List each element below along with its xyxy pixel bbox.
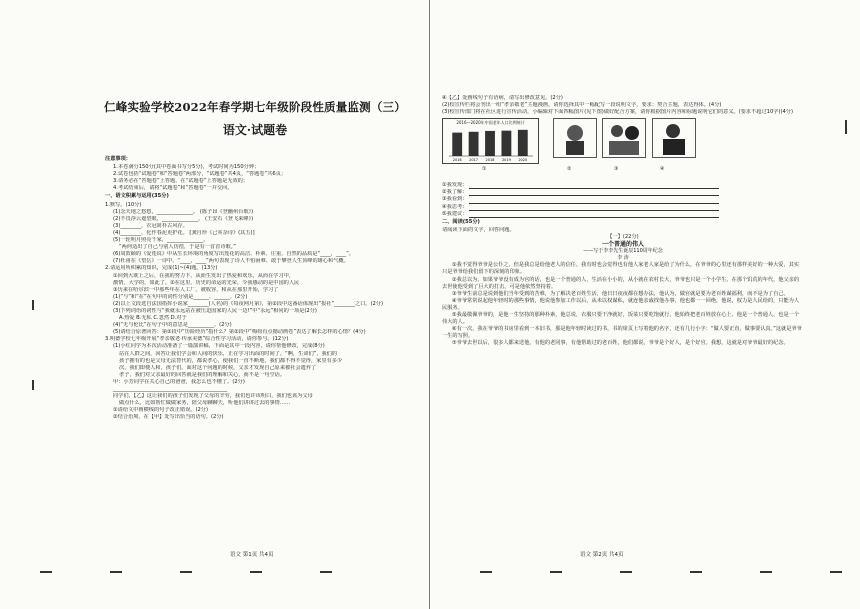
q3-line: 站在人群之间，回答让我们学会和人间的快乐，正在学习出面的时间了。“啊，生命们”，我们的 xyxy=(119,350,338,357)
bar-2017 xyxy=(469,132,479,156)
x-tick-label: 2017 xyxy=(469,158,479,163)
section-2-heading: 二、阅读(55分) xyxy=(442,218,480,225)
reading-instruction: 请阅读下面的文字，回答问题。 xyxy=(442,226,515,233)
notice-1: 1.本卷满分150分(其中卷面书写分5分)，考试时间为150分钟； xyxy=(113,164,260,171)
q2-line: (3)下列词语的词性与“我就永远站在被压迫国家的人民一边!”中“永远”相同的一项是(2分) xyxy=(113,307,317,314)
figure-row xyxy=(442,118,804,180)
passage-title: 一个普通的伟人 xyxy=(601,241,644,249)
binding-mark xyxy=(32,380,34,390)
x-tick-label: 2020 xyxy=(518,158,528,163)
bar-2019 xyxy=(501,131,511,156)
right-q-line: (3)校宣传部门将在社区进行宣传活动，小编辑对下面四幅图片(见下图)做好配合方案，请你根据图片内容和标题说明它们的意义。(要求不超过10字)(4分) xyxy=(442,109,794,116)
passage-paragraph: ①我不觉得爷爷是公仆之，但是我总是给他老人的信任，我有时也会觉得也有他人家老人家是给了为什么，在爷爷的心里还有那样美好的一种大爱，其实只是爷爷给我们留下的深刻的印象。 xyxy=(442,262,800,276)
right-footer: 语文 第2页 共4页 xyxy=(580,552,624,558)
right-column xyxy=(442,95,804,347)
chart-title: 2016—2020年中国老年人口比例统计 xyxy=(456,120,525,126)
q2-options: A.热爱 B.无私 C.忽然 D.对于 xyxy=(119,315,187,322)
binding-mark xyxy=(32,300,34,310)
left-footer: 语文 第1页 共4页 xyxy=(230,552,274,558)
passage-paragraph: ⑤我最敬佩爷爷的，是他一生坚持的那种朴素，他总说，衣服只要干净就好，饭菜只要吃饱就行，他始终把老百姓放在心上，他是一个普通人，也是一个伟大的人。 xyxy=(442,311,800,326)
passage-paragraph: ⑦爷爷去世以后，很多人都来送他，有他的老同事，有他帮助过的老百姓，他们都说，爷爷是个好人，是个好官。我想，这就是对爷爷最好的纪念。 xyxy=(452,340,789,347)
answer-line[interactable]: ⑤我建议： xyxy=(442,211,804,218)
q3-line: 孝子，我们对父亲最好的回答就是我们的理解和关心，而不是一句空话。 xyxy=(119,371,286,378)
bar-2016 xyxy=(452,133,462,156)
q3-line: (1)小红同学为本次活动准备了一篇演讲稿，下面是其中一段内容，请你帮他修改，完成(8分) xyxy=(113,343,325,350)
q3-line: 甲：小芳同学在关心自己的爸爸，我怎么也不懂了。(2分) xyxy=(113,378,245,385)
q2-line: (2)以上文段选自法国指挥小说家________(人名)的《每夜网月第》，第②段中这番话体现出“报社”________之口。(2分) xyxy=(113,300,383,307)
passage-paragraph: ②我总以为，如果爷爷没有成为官的话，也是一个普通的人，生活在小小的，从小就在农村长大，爷爷也只是一个小学生。在那个饥荒的年代，他父亲的去世使他受到了巨大的打击，可是他依然坚持着。 xyxy=(442,276,800,290)
answer-line[interactable]: ④我思考： xyxy=(442,204,804,211)
bar-2020 xyxy=(518,130,528,156)
notice-4: 4.考试结束后，请将“试题卷”和“答题卷”一并交回。 xyxy=(113,185,233,192)
notice-heading: 注意事项： xyxy=(105,156,131,162)
exam-subtitle: 语文·试题卷 xyxy=(222,123,288,137)
q1-line: (5)一轮明月照亮千家，______________。 xyxy=(113,237,209,244)
question-2: 2.请运用所积累的知识，完成(1)~(4)题。(13分) xyxy=(105,265,218,272)
question-3: 3.明德学校七年级开展“孝亲敬老·传承美德”综合性学习活动，请你参与。(12分) xyxy=(105,336,289,343)
q3-line: ②结合语境，在【甲】处写出恰当的语句。(2分) xyxy=(113,414,224,421)
page-right xyxy=(430,0,860,609)
bar-2018 xyxy=(485,131,495,156)
pic-label: ④ xyxy=(660,166,665,173)
exam-title: 仁峰实验学校2022年春学期七年级阶段性质量监测（三） xyxy=(104,100,406,114)
q3-line: ①请给文中画横线的句子改正错误。(2分) xyxy=(113,407,208,414)
passage-number: 【一】(22分) xyxy=(607,233,639,240)
notice-3: 3.请务必在“答题卷”上答题，在“试题卷”上答题是无效的； xyxy=(113,178,249,185)
q3-line: 同学们，【乙】这让我们的孩子们发现了父母的辛劳，我们也许该明白，我们也该为父母 xyxy=(113,393,313,400)
q1-line: (6)周敦颐的《爱莲说》中从生长环境的角度写出莲花的高洁、朴素、庄重、自然的品质是“____，____”。 xyxy=(113,251,354,258)
passage-paragraph: ⑥有一次，我在爷爷的书房里看到一本旧书，那是他年轻时读过的书，书的扉页上写着他的名字，还有几行小字：“做人要正直，做事要认真。”这就是爷爷一生的写照。 xyxy=(442,326,802,340)
notice-2: 2.试卷包括“试题卷”和“答题卷”两部分，“试题卷”共4页，“答题卷”共6页； xyxy=(113,171,287,178)
passage-author: 李 涛 xyxy=(617,255,629,262)
cartoon-image xyxy=(652,118,696,158)
q2-line: 激情，大学的，如此了。②在这里，历史的命运的光荣，令我感动的是中国的人民 xyxy=(113,279,300,286)
pic-label: ③ xyxy=(614,166,619,173)
q2-line: (4)“无与伦比”在句子中的意思是__________。(2分) xyxy=(113,322,232,329)
chart-svg xyxy=(443,126,535,162)
answer-line[interactable]: ②我了解： xyxy=(442,189,804,196)
right-q-line: (2)校宣传栏将会刊出一组“孝亲敬老”主题漫画，请你选择其中一幅配写一段说明文字，要求：契合主题，表达得体。(4分) xyxy=(442,102,722,109)
cartoon-image xyxy=(553,118,597,158)
q3-answer-line: ____________________________________________ xyxy=(113,386,228,392)
q1-line: (4)________，化作春泥更护花。 [龚自珍《己亥杂诗》(其五)] xyxy=(113,229,255,236)
question-1: 1.默写。(10分) xyxy=(105,201,142,208)
passage-paragraph: ③爷爷生前总是说到他们当年受到的苦难，为了解决老百姓生活，他日日夜夜都在想办法，他认为，做官就是要为老百姓谋福利，而不是为了自己。 xyxy=(452,290,789,297)
q2-line: (5)请结合原著回答：第②段中“历险经历”指什么？第②段中“梅荷有点撼动画卷”表达了解长怎样的心情？(4分) xyxy=(113,329,366,336)
binding-mark xyxy=(845,120,847,134)
pic-label: ① xyxy=(482,166,487,173)
section-1-heading: 一、语文积累与运用(35分) xyxy=(105,193,169,200)
answer-line[interactable]: ③我看到： xyxy=(442,196,804,203)
bar-chart xyxy=(442,118,539,164)
q1-line: (7)杜甫在《望岳》一诗中，“____，____”两句表现了诗人不怕困难、敢于攀登人生顶峰的雄心和气概。 xyxy=(113,258,349,265)
pic-label: ② xyxy=(567,166,572,173)
passage-paragraph: ④爷爷常常说起他年轻时的那些事情，他说他参加工作以后，从未以权谋私，就连他亲戚找他办事，他也都一一回绝，他说，权力是人民给的，只能为人民服务。 xyxy=(442,297,800,311)
q2-line: (1)“与”和“在”在句中的词性分别是______、______。(2分) xyxy=(113,293,248,300)
q1-line: (3)________，衣冠简朴古风存。 xyxy=(113,222,188,229)
q3-line: 做点什么，比如帮忙做做家务，陪父母聊聊天，听他们讲讲过去的事情…… xyxy=(119,400,291,407)
q3-line: 孩子拥有的也是父母无法替代的，都说孝心，使我们一直不断地，我们都不得不觉得，家里有多少 xyxy=(119,357,343,364)
x-tick-label: 2018 xyxy=(485,158,495,163)
x-tick-label: 2019 xyxy=(501,158,511,163)
left-column xyxy=(105,155,410,421)
q1-line: “两何适出了自己与别人彷徨，于是有一首首诗歌。” xyxy=(119,244,236,251)
q3-line: 次，我们即便人和，孩子们，面对这个问题的时候，父亲才发现自己原来被社会遗弃了 xyxy=(119,364,317,371)
q2-line: ①回到大耽上之后，在我的努力下，从而生发出了热爱和欢乐，从而在学习中， xyxy=(113,272,295,279)
right-q-line: ④【乙】处画线句子有语病，请写出修改意见。(2分) xyxy=(442,95,563,101)
passage-subtitle: ——写于李李先生诞辰110周年纪念 xyxy=(583,248,663,255)
q1-line: (1)念天地之悠悠，______________。 (陈子昂《登幽州台歌》) xyxy=(113,208,254,215)
x-tick-label: 2016 xyxy=(452,158,462,163)
cartoon-image xyxy=(602,118,646,158)
answer-line[interactable]: ①我发现： xyxy=(442,182,804,189)
q1-line: (2)不畏浮云遮望眼，______________。 (王安石《登飞来峰》) xyxy=(113,215,254,222)
q2-line: ③历来在哈尔滨一中那些年在人工厂。被收容，和从在那里开始，学习了 xyxy=(113,286,279,293)
